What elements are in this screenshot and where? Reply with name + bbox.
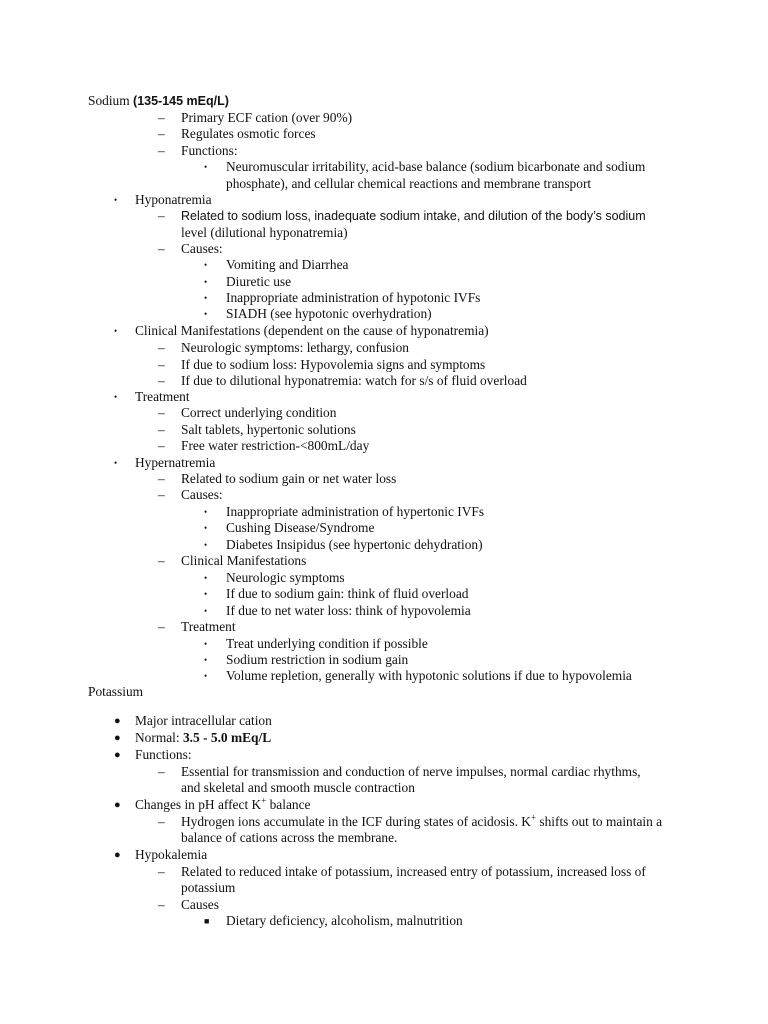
dot-bullet: • [114,326,118,336]
hyponatremia-title: Hyponatremia [135,192,212,207]
hyponatremia-cause-3: Inappropriate administration of hypotonic IVFs [226,290,481,305]
dot-bullet: • [204,639,208,649]
dash-bullet: – [158,405,165,420]
hypernatremia-treatment-3: Volume repletion, generally with hypotonic solutions if due to hypovolemia [226,668,632,683]
dot-bullet: • [114,392,118,402]
round-bullet: ● [114,732,121,744]
round-bullet: ● [114,799,121,811]
superscript-plus: + [530,812,537,823]
dot-bullet: • [204,589,208,599]
dash-bullet: – [158,126,165,141]
treatment-item-1: Correct underlying condition [181,405,337,420]
clinical-item-2: If due to sodium loss: Hypovolemia signs and symptoms [181,357,486,372]
dot-bullet: • [204,507,208,517]
square-bullet: ■ [204,916,210,926]
superscript-plus: + [261,795,267,806]
potassium-major: Major intracellular cation [135,713,272,728]
potassium-ph-text-end: balance [266,797,311,812]
potassium-ph [135,797,311,813]
potassium-functions-1: Essential for transmission and conduction of nerve impulses, normal cardiac rhythms, [181,764,641,779]
dot-bullet: • [204,523,208,533]
dash-bullet: – [158,487,165,502]
round-bullet: ● [114,715,121,727]
dot-bullet: • [204,606,208,616]
potassium-hydrogen-2: balance of cations across the membrane. [181,830,398,845]
hypokalemia-title: Hypokalemia [135,847,208,862]
hypernatremia-title: Hypernatremia [135,455,216,470]
dot-bullet: • [204,309,208,319]
dot-bullet: • [204,671,208,681]
dash-bullet: – [158,814,165,829]
potassium-functions-label: Functions: [135,747,192,762]
treatment-item-3: Free water restriction-<800mL/day [181,438,370,453]
dash-bullet: – [158,438,165,453]
dash-bullet: – [158,897,165,912]
dash-bullet: – [158,208,165,223]
treatment-item-2: Salt tablets, hypertonic solutions [181,422,356,437]
dot-bullet: • [204,260,208,270]
potassium-ph-text: Changes in pH affect K [135,797,262,812]
hyponatremia-cause-2: Diuretic use [226,274,292,289]
hypernatremia-cause-1: Inappropriate administration of hypertonic IVFs [226,504,485,519]
hypernatremia-clinical-3: If due to net water loss: think of hypovolemia [226,603,471,618]
clinical-item-3: If due to dilutional hyponatremia: watch for s/s of fluid overload [181,373,527,388]
round-bullet: ● [114,849,121,861]
potassium-normal-value: 3.5 - 5.0 mEq/L [182,730,272,745]
dash-bullet: – [158,764,165,779]
dash-bullet: – [158,143,165,158]
hypokalemia-related-2: potassium [181,880,236,895]
dot-bullet: • [204,162,208,172]
sodium-item-1: Primary ECF cation (over 90%) [181,110,353,125]
hyponatremia-cause-1: Vomiting and Diarrhea [226,257,349,272]
potassium-normal-label: Normal: [135,730,183,745]
sodium-functions-text-2: phosphate), and cellular chemical reactions and membrane transport [226,176,592,191]
hyponatremia-cause-4: SIADH (see hypotonic overhydration) [226,306,432,321]
sodium-functions-label: Functions: [181,143,238,158]
sodium-heading [88,93,229,109]
hypernatremia-cause-2: Cushing Disease/Syndrome [226,520,375,535]
dot-bullet: • [204,293,208,303]
hypernatremia-clinical-label: Clinical Manifestations [181,553,307,568]
dash-bullet: – [158,340,165,355]
dot-bullet: • [114,458,118,468]
clinical-title: Clinical Manifestations (dependent on the cause of hyponatremia) [135,323,489,338]
dot-bullet: • [204,277,208,287]
hypokalemia-causes-label: Causes [181,897,219,912]
hypernatremia-clinical-2: If due to sodium gain: think of fluid overload [226,586,469,601]
dot-bullet: • [204,573,208,583]
dash-bullet: – [158,357,165,372]
treatment-title: Treatment [135,389,190,404]
dash-bullet: – [158,422,165,437]
sodium-title: Sodium [88,93,130,108]
sodium-item-2: Regulates osmotic forces [181,126,316,141]
dash-bullet: – [158,619,165,634]
sodium-functions-text-1: Neuromuscular irritability, acid-base balance (sodium bicarbonate and sodium [226,159,646,174]
hyponatremia-related-2: level (dilutional hyponatremia) [181,225,348,240]
dot-bullet: • [204,540,208,550]
hypokalemia-cause-1: Dietary deficiency, alcoholism, malnutrition [226,913,463,928]
dash-bullet: – [158,110,165,125]
hypernatremia-related: Related to sodium gain or net water loss [181,471,397,486]
hyponatremia-related-1: Related to sodium loss, inadequate sodium intake, and dilution of the body’s sodium [181,209,646,223]
hypernatremia-cause-3: Diabetes Insipidus (see hypertonic dehydration) [226,537,483,552]
dot-bullet: • [114,195,118,205]
potassium-functions-2: and skeletal and smooth muscle contraction [181,780,415,795]
potassium-hydrogen-text: Hydrogen ions accumulate in the ICF during states of acidosis. K [181,814,531,829]
hypernatremia-treatment-label: Treatment [181,619,236,634]
dash-bullet: – [158,373,165,388]
hyponatremia-causes-label: Causes: [181,241,223,256]
potassium-normal [135,730,271,746]
dot-bullet: • [204,655,208,665]
hypernatremia-treatment-1: Treat underlying condition if possible [226,636,428,651]
potassium-hydrogen-1 [181,814,662,830]
hypokalemia-related-1: Related to reduced intake of potassium, increased entry of potassium, increased loss of [181,864,646,879]
dash-bullet: – [158,241,165,256]
potassium-hydrogen-text-end: shifts out to maintain a [536,814,663,829]
dash-bullet: – [158,471,165,486]
sodium-range: (135-145 mEq/L) [133,94,229,108]
hypernatremia-causes-label: Causes: [181,487,223,502]
hypernatremia-treatment-2: Sodium restriction in sodium gain [226,652,409,667]
dash-bullet: – [158,864,165,879]
hypernatremia-clinical-1: Neurologic symptoms [226,570,345,585]
potassium-heading: Potassium [88,684,144,699]
clinical-item-1: Neurologic symptoms: lethargy, confusion [181,340,409,355]
round-bullet: ● [114,749,121,761]
dash-bullet: – [158,553,165,568]
